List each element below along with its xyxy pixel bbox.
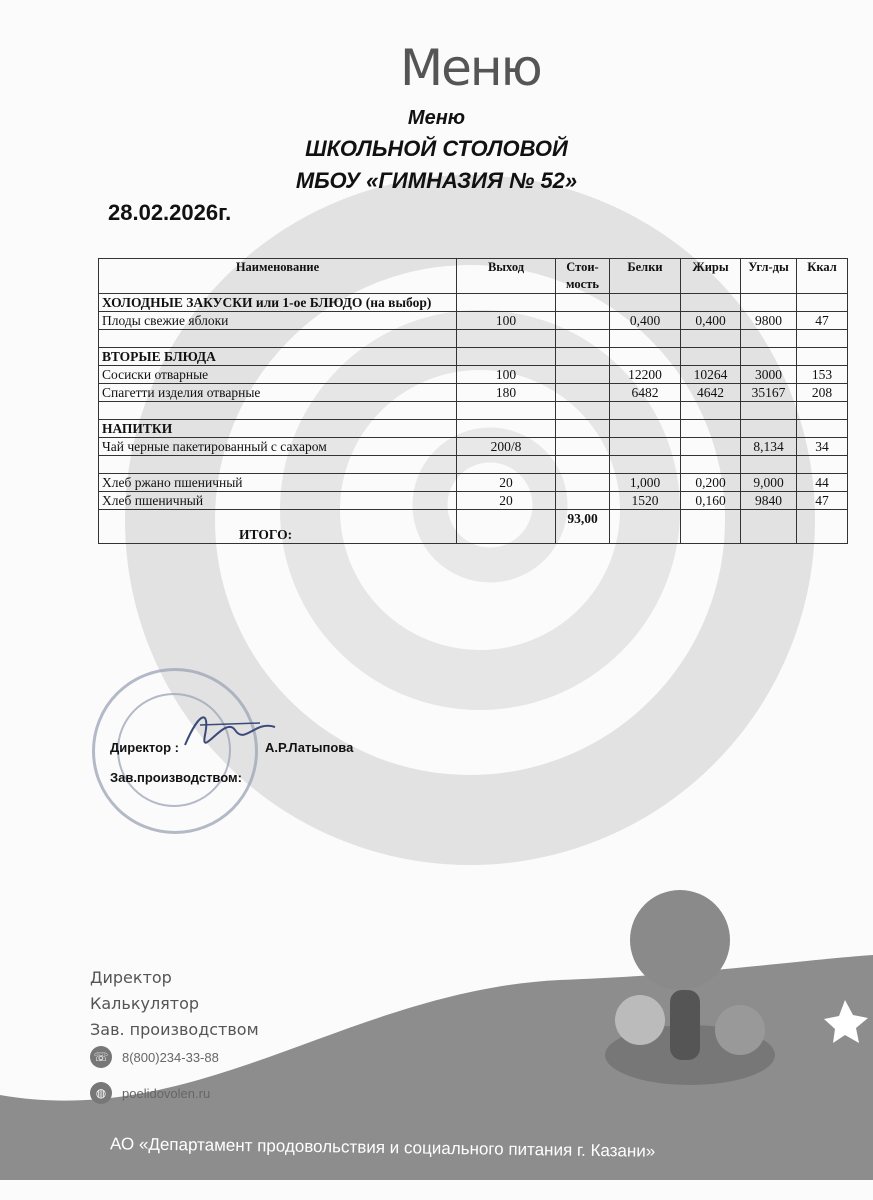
total-label: ИТОГО: <box>99 510 457 544</box>
cell-fat <box>681 330 741 348</box>
cell-cost <box>556 348 610 366</box>
handwritten-title: Меню <box>400 39 541 97</box>
section-row <box>99 420 848 438</box>
section-row <box>99 348 848 366</box>
empty-row <box>99 456 848 474</box>
cell-carb <box>741 510 797 544</box>
cell-carb: 35167 <box>741 384 797 402</box>
cell-out: 20 <box>457 492 556 510</box>
cell-kcal: 47 <box>797 492 848 510</box>
cell-prot <box>610 402 681 420</box>
cell-fat <box>681 510 741 544</box>
cell-fat <box>681 438 741 456</box>
cell-kcal <box>797 510 848 544</box>
cell-fat <box>681 294 741 312</box>
phone-number: 8(800)234-33-88 <box>122 1049 219 1065</box>
cell-prot <box>610 456 681 474</box>
cell-fat: 0,200 <box>681 474 741 492</box>
dish-name: Плоды свежие яблоки <box>99 312 457 330</box>
section-title: ВТОРЫЕ БЛЮДА <box>99 348 457 366</box>
cell-kcal: 208 <box>797 384 848 402</box>
table-row <box>99 474 848 492</box>
cell-kcal <box>797 294 848 312</box>
cell-cost <box>556 366 610 384</box>
footer-line: Калькулятор <box>90 994 200 1013</box>
cell-fat <box>681 348 741 366</box>
dish-name: Спагетти изделия отварные <box>99 384 457 402</box>
cell-fat <box>681 402 741 420</box>
cell-carb <box>741 456 797 474</box>
empty-row <box>99 330 848 348</box>
cell-prot <box>610 438 681 456</box>
phone-icon: ☏ <box>90 1046 112 1068</box>
cell-cost <box>556 402 610 420</box>
total-row <box>99 510 848 544</box>
cell-kcal <box>797 456 848 474</box>
footer-phone <box>90 1046 219 1068</box>
dish-name: Чай черные пакетированный с сахаром <box>99 438 457 456</box>
cell-carb <box>741 402 797 420</box>
table-row <box>99 438 848 456</box>
cell-out: 100 <box>457 312 556 330</box>
production-label: Зав.производством: <box>110 770 242 785</box>
cell-prot <box>610 348 681 366</box>
cell-prot <box>610 420 681 438</box>
cell-carb: 3000 <box>741 366 797 384</box>
dish-name <box>99 330 457 348</box>
cell-cost <box>556 474 610 492</box>
cell-cost <box>556 330 610 348</box>
cell-kcal <box>797 402 848 420</box>
menu-table <box>98 258 848 544</box>
section-title: НАПИТКИ <box>99 420 457 438</box>
cell-kcal: 34 <box>797 438 848 456</box>
column-header: Жиры <box>681 259 741 294</box>
cell-out <box>457 348 556 366</box>
column-header: Наименование <box>99 259 457 294</box>
cell-carb <box>741 348 797 366</box>
cell-prot: 1,000 <box>610 474 681 492</box>
cell-cost <box>556 456 610 474</box>
cell-cost <box>556 294 610 312</box>
cell-cost <box>556 492 610 510</box>
section-row <box>99 294 848 312</box>
mascot-character-icon <box>615 995 665 1045</box>
table-row <box>99 492 848 510</box>
title-canteen: ШКОЛЬНОЙ СТОЛОВОЙ <box>305 136 568 161</box>
cell-cost <box>556 384 610 402</box>
cell-fat: 4642 <box>681 384 741 402</box>
table-header <box>99 259 848 294</box>
cell-fat: 10264 <box>681 366 741 384</box>
cell-out: 200/8 <box>457 438 556 456</box>
cell-kcal: 44 <box>797 474 848 492</box>
menu-date: 28.02.2026г. <box>108 200 232 225</box>
cell-carb: 9,000 <box>741 474 797 492</box>
mascot-character-icon <box>715 1005 765 1055</box>
organization-name: АО «Департамент продовольствия и социального питания г. Казани» <box>109 1134 656 1161</box>
cell-out: 180 <box>457 384 556 402</box>
empty-row <box>99 402 848 420</box>
website-link[interactable]: poelidovolen.ru <box>122 1085 211 1101</box>
cell-fat <box>681 420 741 438</box>
cell-fat <box>681 456 741 474</box>
cell-prot: 1520 <box>610 492 681 510</box>
cell-fat: 0,400 <box>681 312 741 330</box>
cell-kcal <box>797 330 848 348</box>
cell-carb <box>741 294 797 312</box>
table-row <box>99 312 848 330</box>
cell-prot: 12200 <box>610 366 681 384</box>
footer-site <box>90 1082 210 1104</box>
cell-out <box>457 420 556 438</box>
cell-carb: 9840 <box>741 492 797 510</box>
cell-out <box>457 510 556 544</box>
cell-cost <box>556 312 610 330</box>
cell-prot: 6482 <box>610 384 681 402</box>
title-school: МБОУ «ГИМНАЗИЯ № 52» <box>295 168 578 193</box>
cell-cost <box>556 420 610 438</box>
cell-carb: 9800 <box>741 312 797 330</box>
cell-carb: 8,134 <box>741 438 797 456</box>
table-row <box>99 384 848 402</box>
cell-out <box>457 402 556 420</box>
column-header: Выход <box>457 259 556 294</box>
column-header: Ккал <box>797 259 848 294</box>
cell-kcal <box>797 420 848 438</box>
total-cost: 93,00 <box>556 510 610 544</box>
title-menu: Меню <box>407 107 466 129</box>
cell-kcal: 153 <box>797 366 848 384</box>
table-row <box>99 366 848 384</box>
cell-out: 20 <box>457 474 556 492</box>
cell-out <box>457 294 556 312</box>
dish-name: Сосиски отварные <box>99 366 457 384</box>
cell-carb <box>741 330 797 348</box>
cell-prot: 0,400 <box>610 312 681 330</box>
director-label: Директор : <box>110 740 179 755</box>
cell-kcal: 47 <box>797 312 848 330</box>
footer-line: Зав. производством <box>90 1020 259 1039</box>
section-title: ХОЛОДНЫЕ ЗАКУСКИ или 1-ое БЛЮДО (на выбор) <box>99 294 457 312</box>
globe-icon: ◍ <box>90 1082 112 1104</box>
cell-out <box>457 330 556 348</box>
cell-carb <box>741 420 797 438</box>
dish-name <box>99 456 457 474</box>
cell-kcal <box>797 348 848 366</box>
cell-prot <box>610 330 681 348</box>
column-header: Стои-мость <box>556 259 610 294</box>
footer-line: Директор <box>90 968 172 987</box>
dish-name <box>99 402 457 420</box>
cell-prot <box>610 294 681 312</box>
cell-fat: 0,160 <box>681 492 741 510</box>
dish-name: Хлеб ржано пшеничный <box>99 474 457 492</box>
column-header: Белки <box>610 259 681 294</box>
cell-out: 100 <box>457 366 556 384</box>
column-header: Угл-ды <box>741 259 797 294</box>
dish-name: Хлеб пшеничный <box>99 492 457 510</box>
broccoli-character-icon <box>630 890 730 990</box>
cell-prot <box>610 510 681 544</box>
director-name: А.Р.Латыпова <box>265 740 354 755</box>
cell-cost <box>556 438 610 456</box>
cell-out <box>457 456 556 474</box>
